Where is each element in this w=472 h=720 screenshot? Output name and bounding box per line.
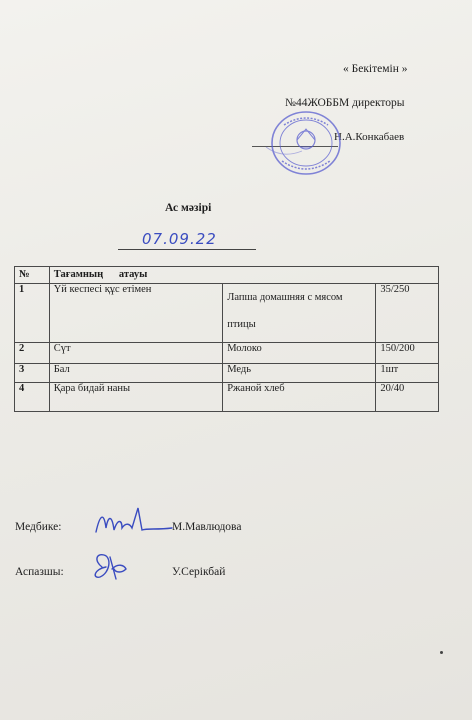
row-number: 1 <box>15 284 50 343</box>
menu-date: 07.09.22 <box>142 230 217 248</box>
row-number: 3 <box>15 364 50 383</box>
date-underline <box>118 249 256 250</box>
official-seal <box>262 107 346 179</box>
cook-name: У.Серікбай <box>172 566 226 578</box>
portion: 35/250 <box>376 284 439 343</box>
cook-signature <box>88 551 132 583</box>
portion: 150/200 <box>376 343 439 364</box>
portion: 1шт <box>376 364 439 383</box>
menu-title: Ас мәзірі <box>165 202 212 214</box>
table-row <box>15 284 439 343</box>
table-row <box>15 383 439 412</box>
approver-position: №44ЖОББМ директоры <box>285 97 405 109</box>
dish-name-russian: Ржаной хлеб <box>223 383 376 412</box>
dish-name-kazakh: Бал <box>49 364 223 383</box>
approver-name: Н.А.Конкабаев <box>334 131 405 143</box>
dish-name-kazakh: Сүт <box>49 343 223 364</box>
paper-mark <box>440 651 443 654</box>
row-number: 4 <box>15 383 50 412</box>
header-number: № <box>15 267 50 284</box>
nurse-label: Медбике: <box>15 521 62 533</box>
nurse-signature <box>92 506 174 542</box>
dish-name-russian: Лапша домашняя с мясом птицы <box>223 284 376 343</box>
dish-name-russian: Медь <box>223 364 376 383</box>
table-row <box>15 364 439 383</box>
menu-table <box>14 266 439 412</box>
nurse-name: М.Мавлюдова <box>172 521 242 533</box>
dish-name-russian: Молоко <box>223 343 376 364</box>
portion: 20/40 <box>376 383 439 412</box>
approval-label: « Бекітемін » <box>343 63 408 75</box>
cook-label: Аспазшы: <box>15 566 64 578</box>
dish-name-kazakh: Үй кеспесі құс етімен <box>49 284 223 343</box>
row-number: 2 <box>15 343 50 364</box>
dish-name-kazakh: Қара бидай наны <box>49 383 223 412</box>
table-row <box>15 343 439 364</box>
table-header <box>15 267 439 284</box>
header-dish-name: Тағамның атауы <box>49 267 438 284</box>
